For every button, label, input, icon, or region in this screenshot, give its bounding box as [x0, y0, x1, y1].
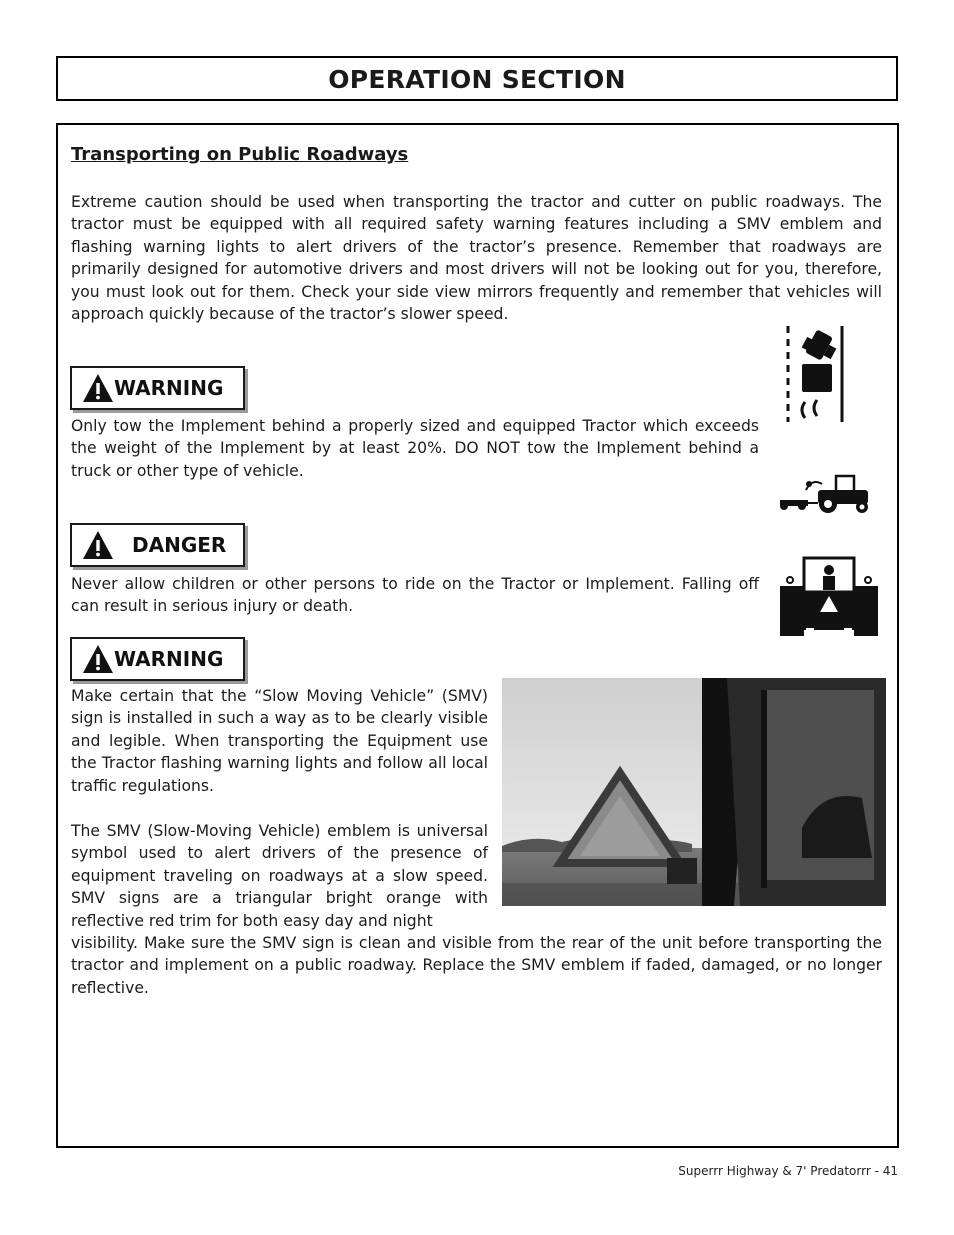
road-tractor-illustration — [784, 324, 846, 424]
warning-label-text: WARNING — [114, 376, 224, 400]
page-title: OPERATION SECTION — [328, 65, 626, 94]
warning-label-text: WARNING — [114, 647, 224, 671]
intro-paragraph: Extreme caution should be used when transporting the tractor and cutter on public roadways. The tractor must be equipped with all required safety warning features including a SMV emblem and flashing warning lights to alert drivers of the tractor’s presence. Remember that roadways are primarily designed for automotive drivers and most drivers will not be looking out for you, therefore, you must look out for them. Check your side view mirrors frequently and remember that vehicles will approach quickly because of the tractor’s slower speed. — [71, 193, 882, 324]
page-footer: Superrr Highway & 7' Predatorrr - 41 — [678, 1164, 898, 1178]
warning-triangle-icon — [82, 643, 114, 675]
smv-paragraph-3: visibility. Make sure the SMV sign is clean and visible from the rear of the unit before transporting the tractor and implement on a public roadway. Replace the SMV emblem if faded, damaged, or no longer reflective. — [71, 934, 882, 997]
warning-label-2 — [70, 637, 245, 681]
section-title: Transporting on Public Roadways — [71, 144, 409, 165]
warning-1-paragraph: Only tow the Implement behind a properly sized and equipped Tractor which exceeds the weight of the Implement by at least 20%. DO NOT tow the Implement behind a truck or other type of vehicle. — [71, 417, 759, 480]
smv-paragraph-2: The SMV (Slow-Moving Vehicle) emblem is universal symbol used to alert drivers of the presence of equipment traveling on roadways at a slow speed. SMV signs are a triangular bright orange with reflective red trim for both easy day and night — [71, 822, 488, 930]
smv-emblem-photo — [502, 678, 886, 906]
smv-paragraph-1: Make certain that the “Slow Moving Vehicle” (SMV) sign is installed in such a way as to be clearly visible and legible. When transporting the Equipment use the Tractor flashing warning lights and follow all local traffic regulations. — [71, 687, 488, 795]
danger-triangle-icon — [82, 529, 114, 561]
danger-label-text: DANGER — [132, 533, 227, 557]
header-banner — [56, 56, 898, 101]
tractor-towing-illustration — [778, 470, 876, 514]
tractor-rear-view-illustration — [778, 556, 880, 640]
danger-paragraph: Never allow children or other persons to ride on the Tractor or Implement. Falling off can result in serious injury or death. — [71, 575, 759, 616]
warning-label-1 — [70, 366, 245, 410]
warning-triangle-icon — [82, 372, 114, 404]
danger-label — [70, 523, 245, 567]
